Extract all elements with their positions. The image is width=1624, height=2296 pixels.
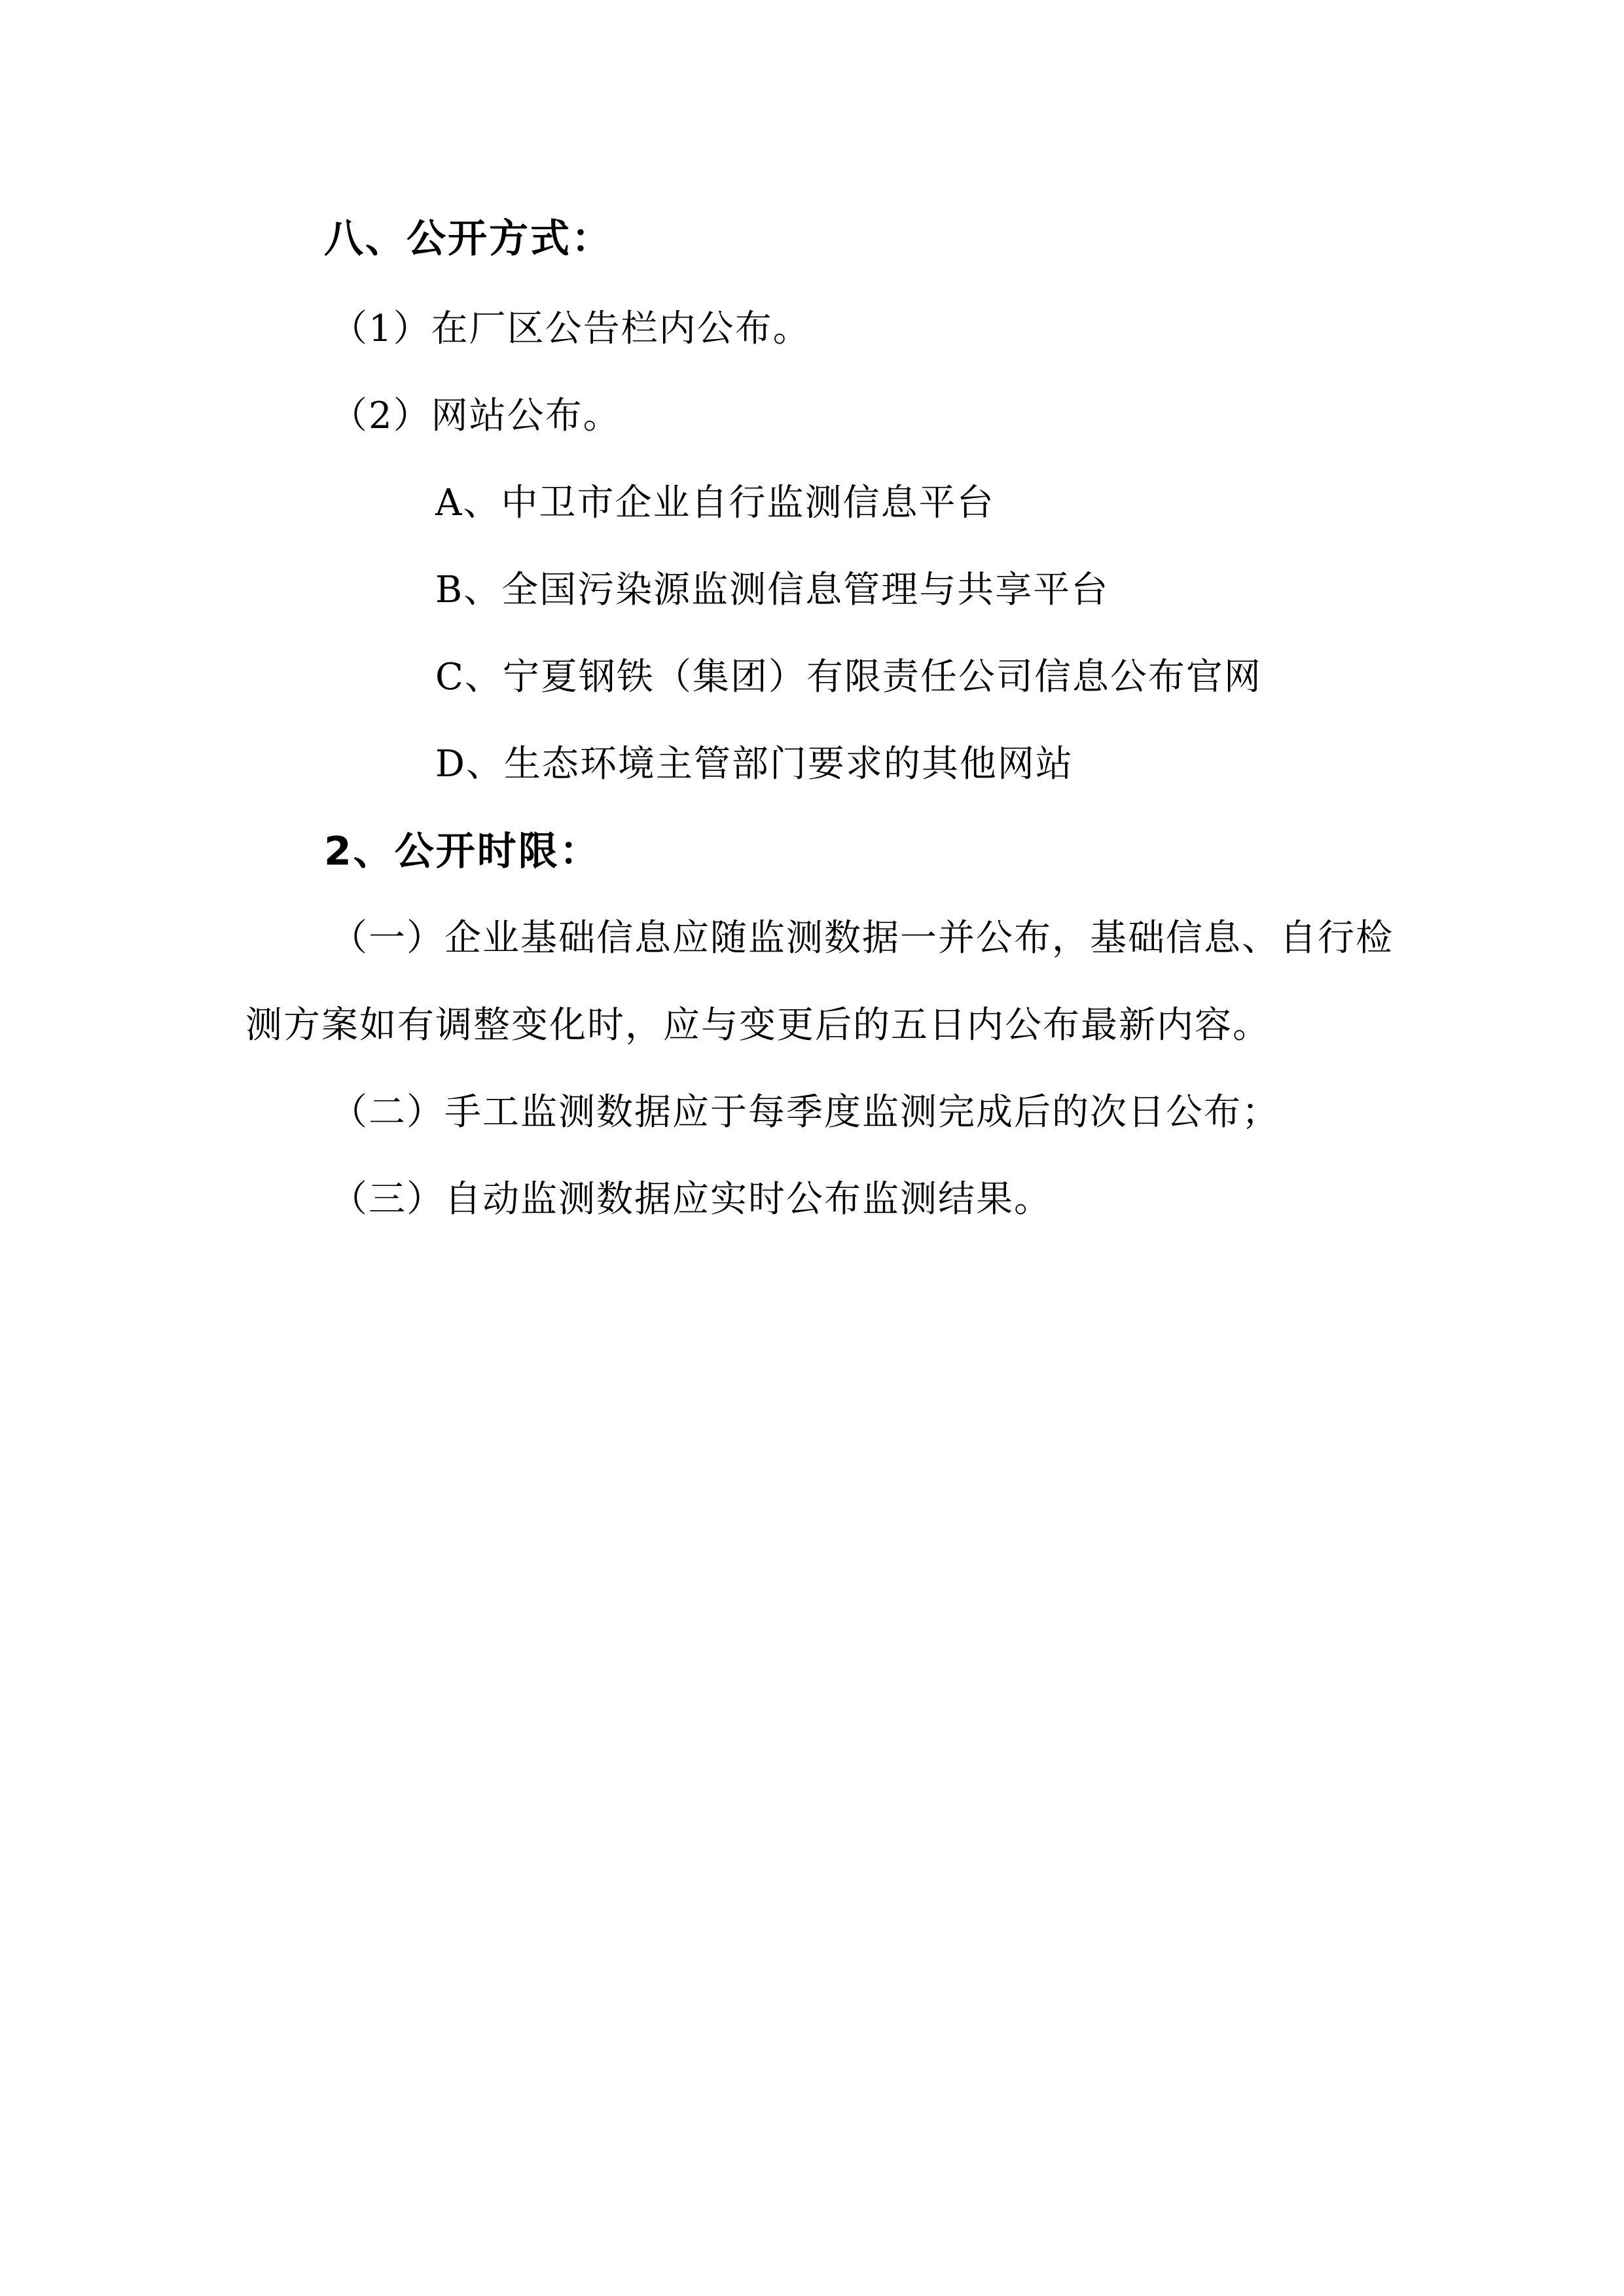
- website-item-b: B、全国污染源监测信息管理与共享平台: [435, 569, 1110, 611]
- heading-disclosure-time: 2、公开时限：: [324, 829, 601, 874]
- heading-disclosure-method: 八、公开方式：: [324, 216, 613, 262]
- item-bulletin-board: （1）在厂区公告栏内公布。: [331, 308, 811, 350]
- website-item-c: C、宁夏钢铁（集团）有限责任公司信息公布官网: [435, 656, 1262, 698]
- item-website: （2）网站公布。: [331, 395, 621, 437]
- website-item-a: A、中卫市企业自行监测信息平台: [435, 482, 995, 524]
- paragraph-manual-monitoring: （二）手工监测数据应于每季度监测完成后的次日公布；: [331, 1091, 1280, 1134]
- paragraph-automatic-monitoring: （三）自动监测数据应实时公布监测结果。: [331, 1178, 1052, 1221]
- paragraph-basic-info-line-2: 测方案如有调整变化时，应与变更后的五日内公布最新内容。: [245, 1004, 1271, 1047]
- website-item-d: D、生态环境主管部门要求的其他网站: [435, 743, 1074, 785]
- paragraph-basic-info-line-1: （一）企业基础信息应随监测数据一并公布，基础信息、自行检: [331, 917, 1394, 960]
